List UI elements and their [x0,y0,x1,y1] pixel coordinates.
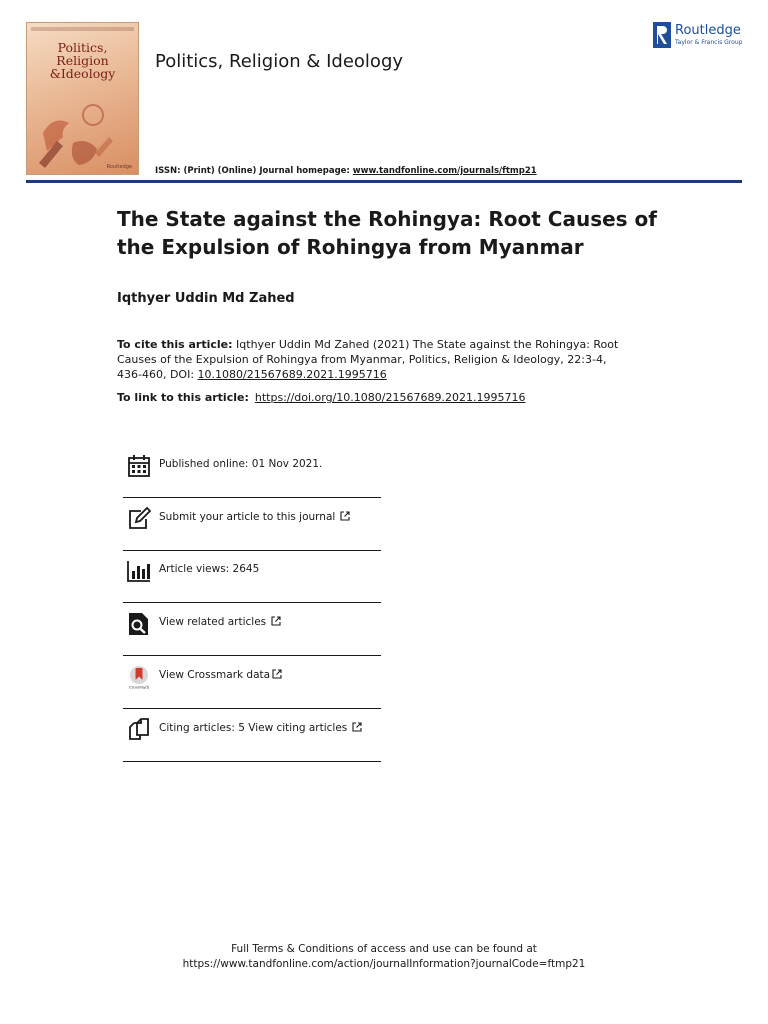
citation-doi-link[interactable]: 10.1080/21567689.2021.1995716 [197,368,387,381]
external-link-icon [272,669,282,679]
footer-line1: Full Terms & Conditions of access and use can be found at [231,943,537,955]
cover-title [27,41,138,80]
publisher-logo [653,22,745,48]
crossmark-item[interactable] [123,657,381,697]
article-doi-link[interactable]: https://doi.org/10.1080/21567689.2021.1995716 [254,391,526,404]
external-link-icon [352,722,362,732]
issn-line [155,166,537,176]
issn-text: ISSN: (Print) (Online) Journal homepage: [155,166,353,176]
submit-article-label: Submit your article to this journal [159,511,336,523]
citation-block [117,337,627,382]
article-author: Iqthyer Uddin Md Zahed [117,291,295,306]
crossmark-icon [127,665,151,689]
related-articles-label: View related articles [159,616,267,628]
journal-cover-image [26,22,139,175]
article-views-text: Article views: 2645 [159,563,260,575]
citation-label: To cite this article: [117,338,233,351]
cover-title-line3: &Ideology [49,66,116,81]
terms-footer [0,942,768,972]
crossmark-text [159,669,282,681]
related-articles-text [159,616,281,628]
routledge-icon [653,22,671,48]
publisher-subtitle: Taylor & Francis Group [675,39,743,46]
crossmark-label: View Crossmark data [159,669,271,681]
published-online-item [123,446,381,486]
article-views-item [123,551,381,591]
publisher-name: Routledge [675,23,741,38]
cover-title-line2: Religion [56,53,109,68]
journal-homepage-link[interactable]: www.tandfonline.com/journals/ftmp21 [352,166,537,176]
article-link-line [117,391,525,404]
citing-articles-text [159,722,362,734]
submit-article-item[interactable] [123,499,381,539]
journal-name: Politics, Religion & Ideology [155,51,404,72]
article-title: The State against the Rohingya: Root Causes of the Expulsion of Rohingya from Myanmar [117,207,657,259]
cover-title-line1: Politics, [57,40,108,55]
bar-chart-icon [127,559,151,583]
svg-text:CrossMark: CrossMark [128,685,150,689]
published-online-text: Published online: 01 Nov 2021. [159,458,323,470]
cover-strip [31,27,134,31]
related-articles-item[interactable] [123,604,381,644]
citing-articles-item[interactable] [123,710,381,750]
cover-publisher-logo: Routledge [106,164,132,170]
footer-terms-link[interactable]: https://www.tandfonline.com/action/journalInformation?journalCode=ftmp21 [182,958,586,970]
edit-icon [127,507,151,531]
external-link-icon [271,616,281,626]
citing-articles-label: Citing articles: 5 View citing articles [159,722,348,734]
header-divider [26,180,742,183]
article-link-label: To link to this article: [117,391,249,404]
external-link-icon [340,511,350,521]
submit-article-text [159,511,350,523]
document-search-icon [127,612,151,636]
copy-documents-icon [127,718,151,742]
calendar-icon [127,454,151,478]
citation-text: Iqthyer Uddin Md Zahed (2021) The State against the Rohingya: Root Causes of the Expulsion of Rohingya from Myanmar, Politics, Religion & Ideology, 22:3-4, 436-460, DOI: [117,338,619,381]
cover-artwork [33,93,123,171]
